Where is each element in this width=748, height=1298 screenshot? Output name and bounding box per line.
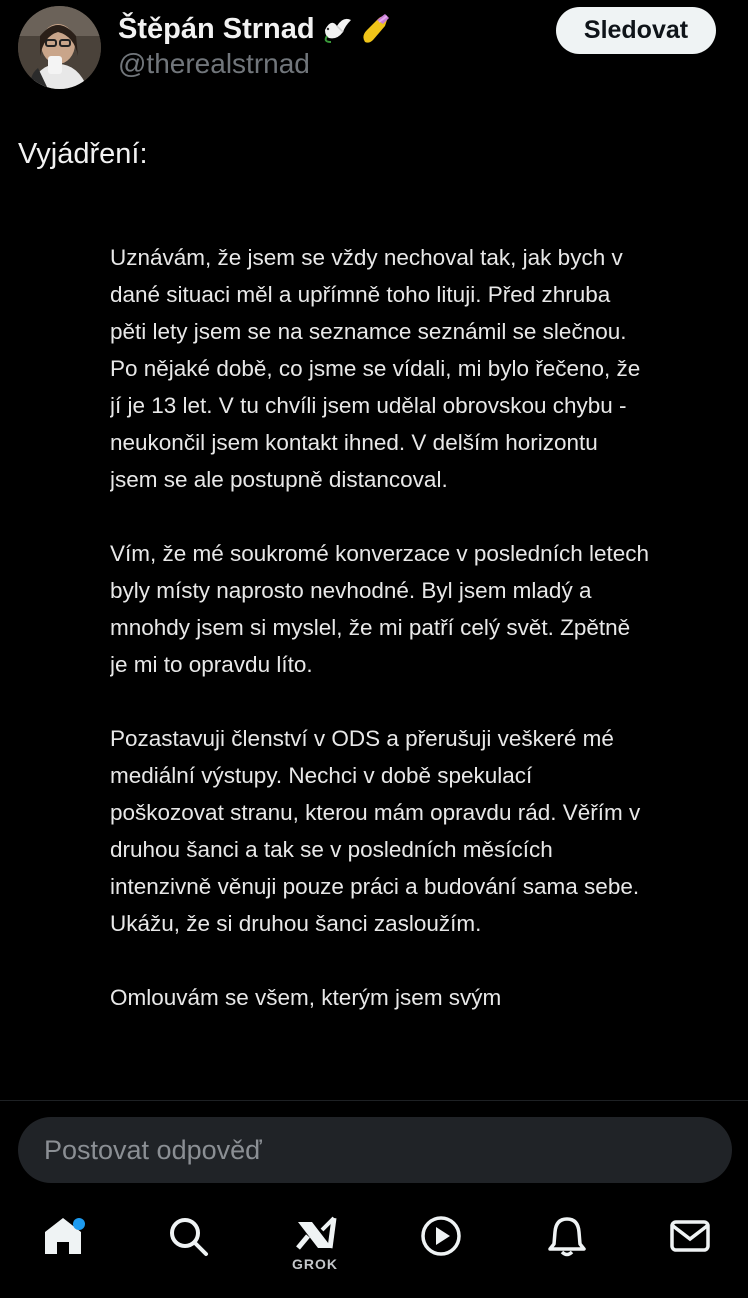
avatar-photo-icon xyxy=(18,6,101,89)
tweet-header xyxy=(0,0,748,100)
grok-label: GROK xyxy=(292,1256,338,1272)
display-name[interactable]: Štěpán Strnad xyxy=(118,12,315,45)
nav-search[interactable] xyxy=(158,1214,218,1284)
nav-messages[interactable] xyxy=(660,1214,720,1284)
nav-video[interactable] xyxy=(411,1214,471,1284)
bottom-nav xyxy=(0,1200,748,1298)
nav-notifications[interactable] xyxy=(537,1214,597,1284)
search-icon xyxy=(166,1214,210,1258)
statement-paragraph: Vím, že mé soukromé konverzace v posledních letech byly místy naprosto nevhodné. Byl jsem mladý a mnohdy jsem si myslel, že mi patří celý svět. Zpětně je mi to opravdu líto. xyxy=(110,541,650,677)
notifications-icon xyxy=(545,1214,589,1258)
avatar[interactable] xyxy=(18,6,101,89)
nav-home[interactable] xyxy=(33,1214,93,1284)
statement-paragraph: Omlouvám se všem, kterým jsem svým xyxy=(110,985,502,1010)
name-row xyxy=(118,12,391,46)
nail-polish-emoji-icon xyxy=(359,12,391,46)
statement-paragraph: Pozastavuji členství v ODS a přerušuji veškeré mé mediální výstupy. Nechci v době spekulací poškozovat stranu, kterou mám opravdu rád. Věřím v druhou šanci a tak se v posledních měsících intenzivně věnuji pouze práci a budování sama sebe. Ukážu, že si druhou šanci zasloužím. xyxy=(110,726,641,936)
video-icon xyxy=(419,1214,463,1258)
tweet-text: Vyjádření: xyxy=(18,138,148,170)
nav-grok[interactable] xyxy=(285,1214,345,1284)
divider xyxy=(0,1100,748,1101)
user-handle[interactable]: @therealstrnad xyxy=(118,48,310,79)
notification-dot xyxy=(73,1218,85,1230)
dove-emoji-icon xyxy=(321,12,353,46)
statement-paragraph: Uznávám, že jsem se vždy nechoval tak, jak bych v dané situaci měl a upřímně toho lituji. Před zhruba pěti lety jsem se na seznamce seznámil se slečnou. Po nějaké době, co jsme se vídali, mi bylo řečeno, že jí je 13 let. V tu chvíli jsem udělal obrovskou chybu - neukončil jsem kontakt ihned. V delším horizontu jsem se ale postupně distancoval. xyxy=(110,245,641,492)
follow-button[interactable]: Sledovat xyxy=(556,7,716,54)
statement-image[interactable] xyxy=(110,239,650,1101)
messages-icon xyxy=(668,1214,712,1258)
reply-box[interactable] xyxy=(18,1117,732,1183)
grok-icon xyxy=(292,1214,338,1254)
reply-input[interactable] xyxy=(42,1134,706,1167)
